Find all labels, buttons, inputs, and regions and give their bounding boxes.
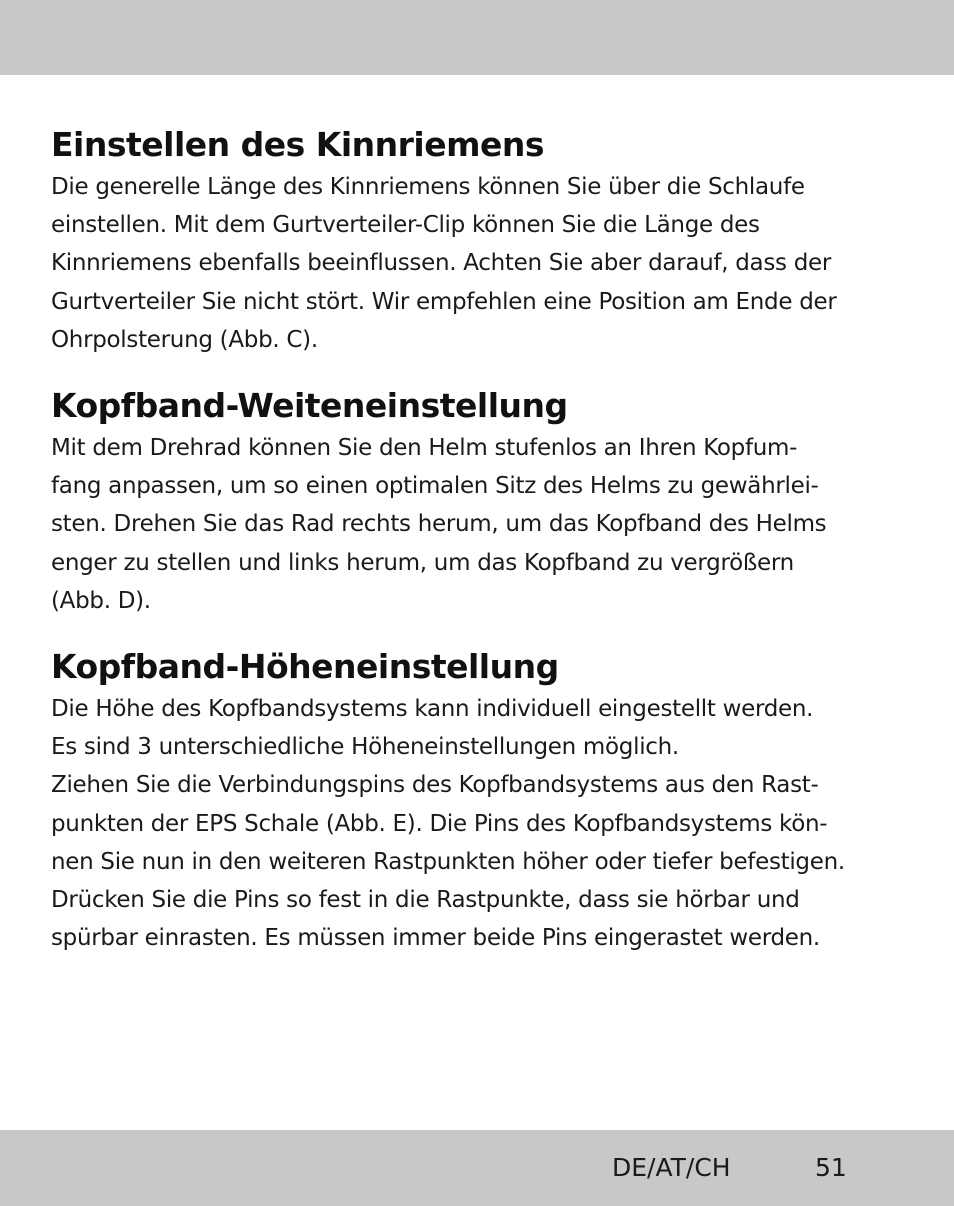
footer-region-label: DE/AT/CH: [612, 1153, 731, 1182]
paragraph-line: Die generelle Länge des Kinnriemens können Sie über die Schlaufe: [51, 174, 805, 200]
section-heading: Kopfband-Weiteneinstellung: [51, 386, 568, 426]
footer-bar: [0, 1130, 954, 1206]
section-chin-strap: [51, 122, 911, 359]
paragraph-line: nen Sie nun in den weiteren Rastpunkten höher oder tiefer befestigen.: [51, 848, 845, 875]
section-paragraph: [51, 429, 911, 620]
paragraph-line: fang anpassen, um so einen optimalen Sitz des Helms zu gewährlei-: [51, 473, 819, 500]
page-content: [51, 122, 911, 981]
paragraph-line: enger zu stellen und links herum, um das Kopfband zu vergrößern: [51, 549, 794, 576]
paragraph-line: Drücken Sie die Pins so fest in die Rastpunkte, dass sie hörbar und: [51, 887, 800, 914]
paragraph-line: sten. Drehen Sie das Rad rechts herum, um das Kopfband des Helms: [51, 511, 827, 538]
section-heading: Einstellen des Kinnriemens: [51, 125, 545, 164]
header-bar: [0, 0, 954, 75]
paragraph-line: Ziehen Sie die Verbindungspins des Kopfbandsystems aus den Rast-: [51, 772, 819, 799]
paragraph-line: Kinnriemens ebenfalls beeinflussen. Achten Sie aber darauf, dass der: [51, 250, 832, 277]
section-heading: Kopfband-Höheneinstellung: [51, 647, 559, 687]
paragraph-line: Es sind 3 unterschiedliche Höheneinstellungen möglich.: [51, 734, 679, 761]
paragraph-line: einstellen. Mit dem Gurtverteiler-Clip können Sie die Länge des: [51, 212, 760, 239]
paragraph-line: Ohrpolsterung (Abb. C).: [51, 326, 318, 353]
page-number: 51: [815, 1153, 847, 1182]
paragraph-line: Gurtverteiler Sie nicht stört. Wir empfehlen eine Position am Ende der: [51, 288, 837, 315]
section-headband-width: [51, 383, 911, 620]
section-paragraph: [51, 690, 911, 957]
section-paragraph: [51, 168, 911, 359]
paragraph-line: punkten der EPS Schale (Abb. E). Die Pins des Kopfbandsystems kön-: [51, 810, 828, 837]
paragraph-line: Die Höhe des Kopfbandsystems kann individuell eingestellt werden.: [51, 696, 814, 723]
paragraph-line: spürbar einrasten. Es müssen immer beide Pins eingerastet werden.: [51, 925, 820, 952]
paragraph-line: Mit dem Drehrad können Sie den Helm stufenlos an Ihren Kopfum-: [51, 435, 798, 462]
paragraph-line: (Abb. D).: [51, 587, 151, 614]
section-headband-height: [51, 644, 911, 957]
